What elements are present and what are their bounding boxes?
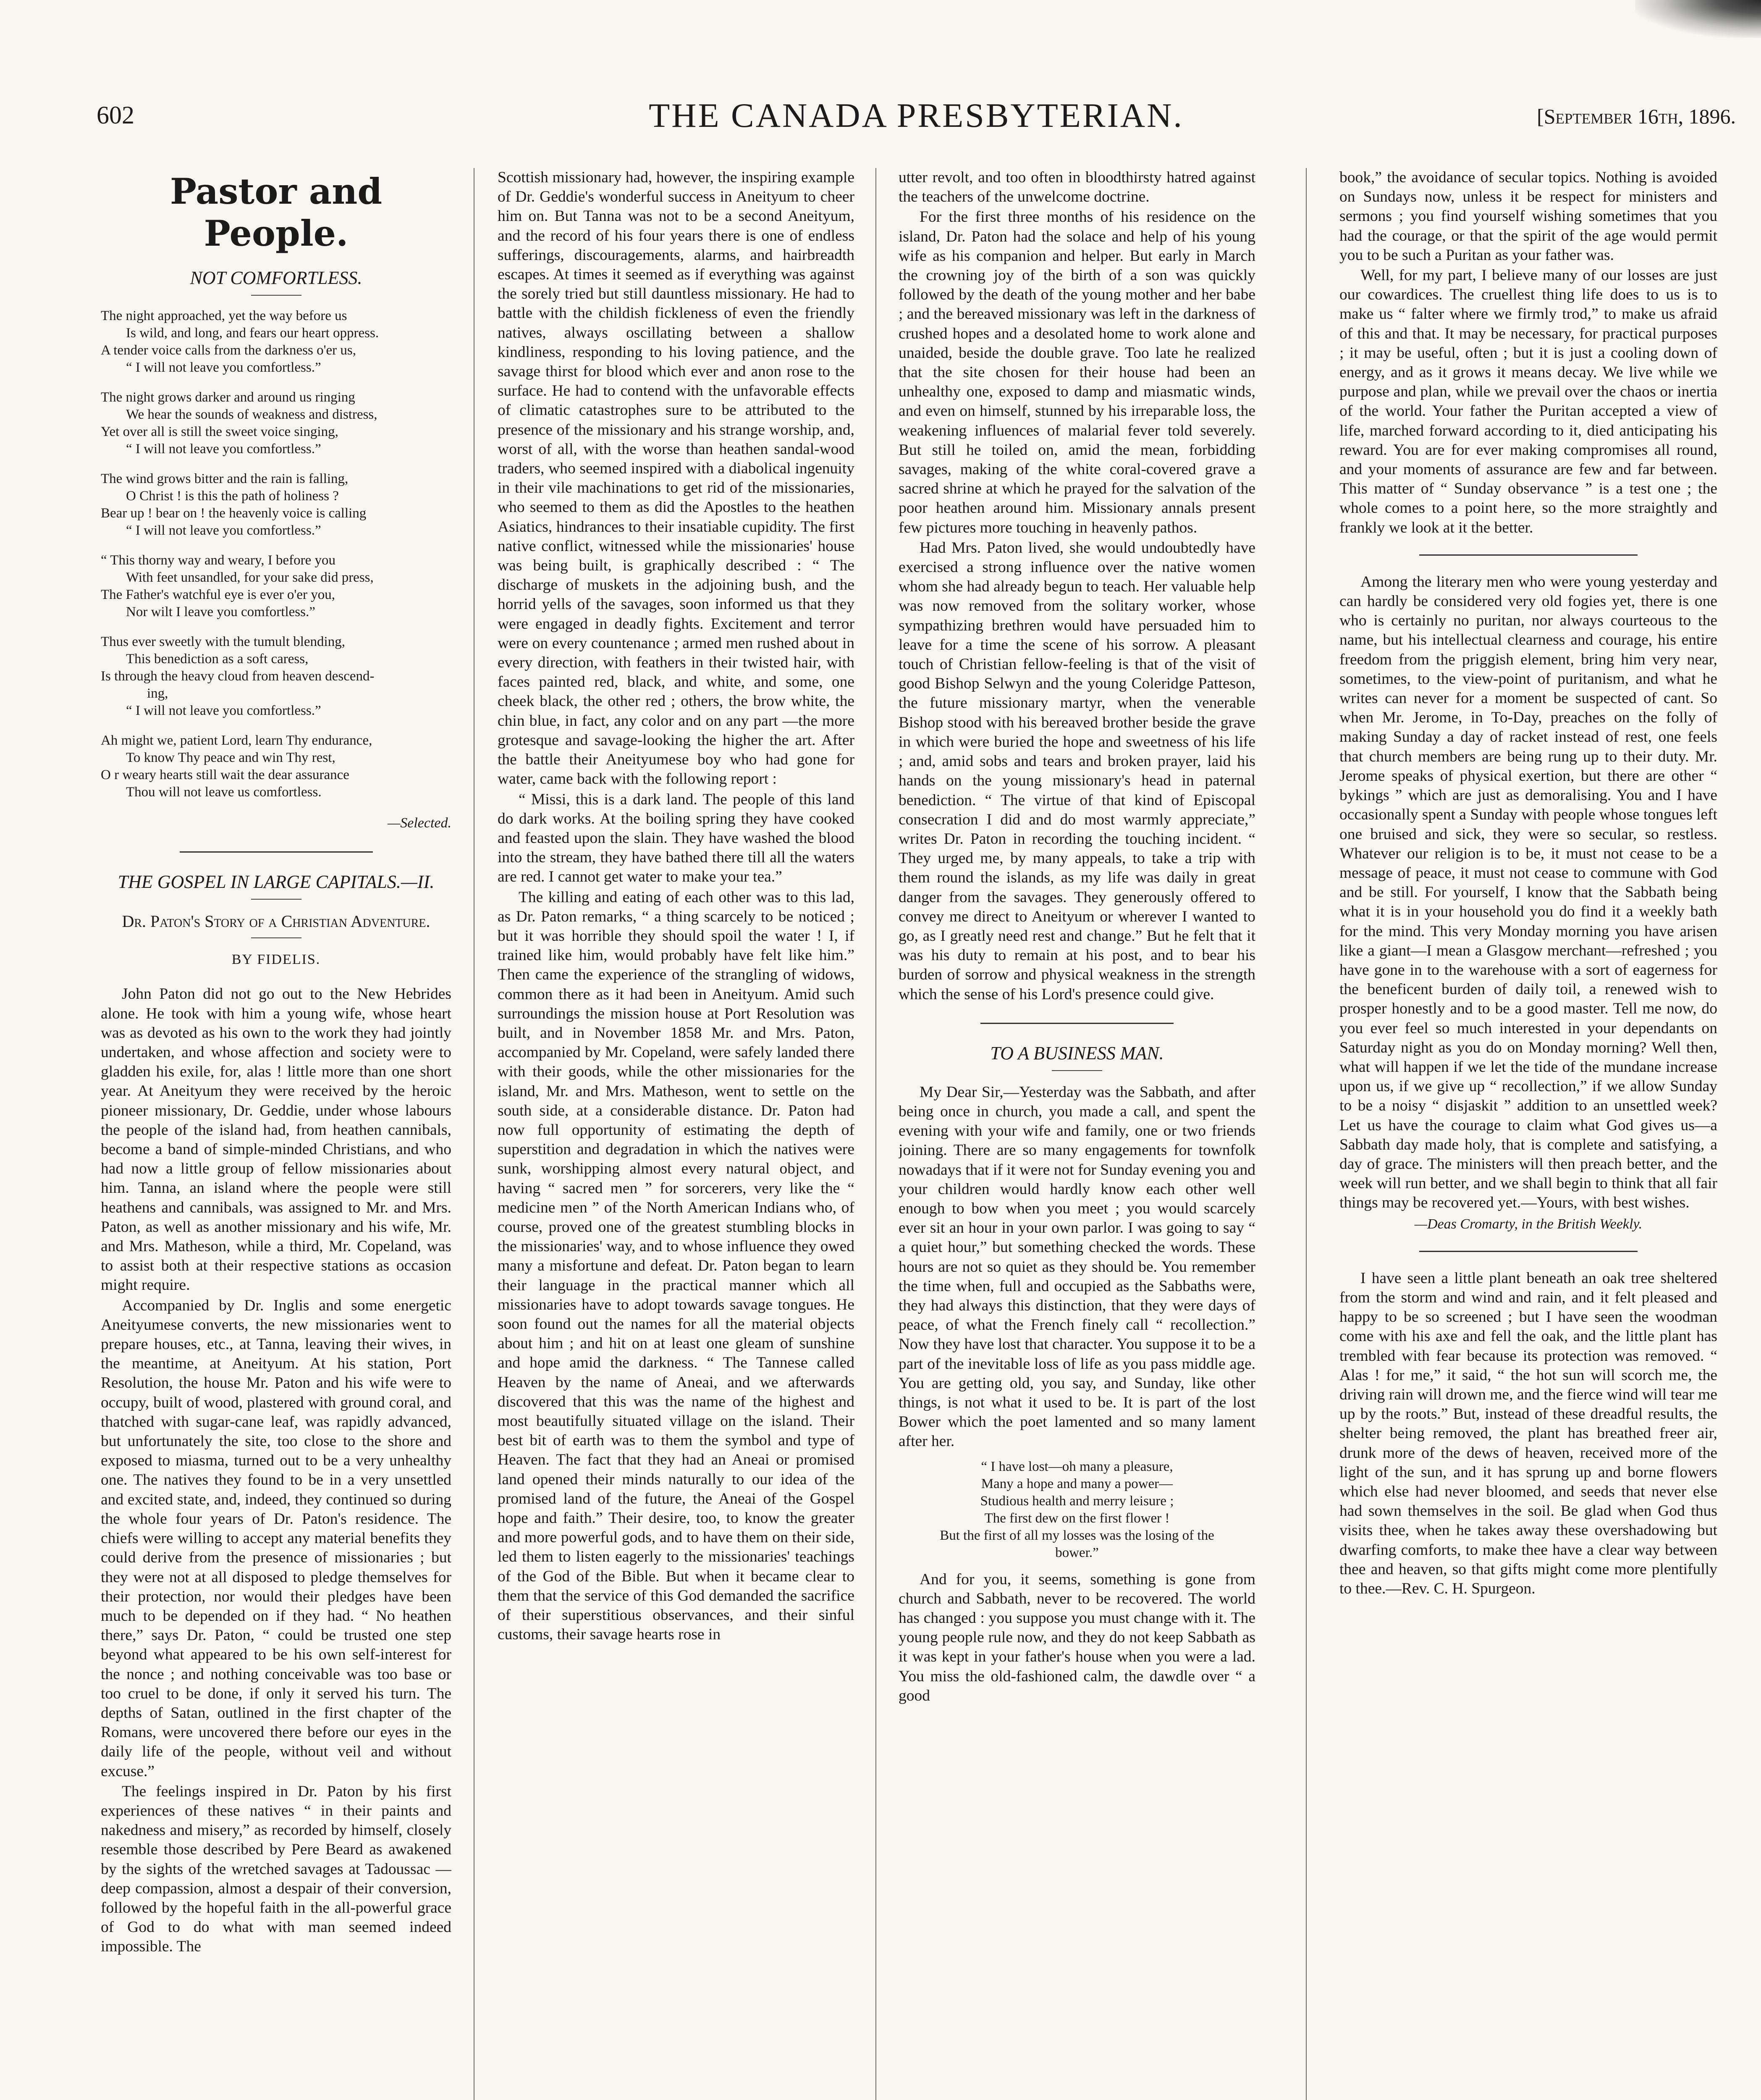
column-rule [875,168,876,2100]
verse-quote [899,1458,1255,1562]
poem-title: NOT COMFORTLESS. [190,268,362,288]
department-heading: Pastor and People. [170,171,383,254]
article-title: TO A BUSINESS MAN. [990,1042,1164,1063]
paragraph: And for you, it seems, something is gone from church and Sabbath, never to be recovered. The world has changed : you suppose you must change with it. The young people rule now, and they do not keep Sabbath as it was kept in your father's house when you were a lad. You miss the old-fashioned calm, the dawdle over “ a good [899,1570,1255,1704]
paragraph: “ Missi, this is a dark land. The people of this land do dark works. At the boiling spring they have cooked and feasted upon the slain. They have washed the blood into the stream, they have bathed there till all the waters are red. I cannot get water to make your tea.” [498,790,854,886]
column-4 [1339,168,1717,2100]
poem-line: Is wild, and long, and fears our heart oppress. [126,326,379,341]
poem-line: Thus ever sweetly with the tumult blending, [101,634,345,649]
poem-line: Is through the heavy cloud from heaven descend- [101,669,375,684]
poem-line: The Father's watchful eye is ever o'er you, [101,587,335,602]
poem-line: O Christ ! is this the path of holiness ? [126,488,339,504]
column-3 [899,168,1255,2100]
poem-line: This benediction as a soft caress, [126,651,309,667]
divider [251,295,301,296]
byline: BY FIDELIS. [231,952,321,968]
divider [251,937,301,938]
poem-line: Bear up ! bear on ! the heavenly voice is calling [101,506,367,521]
scan-corner-stain [1635,0,1761,38]
paragraph: John Paton did not go out to the New Hebrides alone. He took with him a young wife, whose heart was as devoted as his own to the work they had jointly undertaken, and whose affection and society were to gladden his exile, for, alas ! little more than one short year. At Aneityum they were received by the heroic pioneer missionary, Dr. Geddie, under whose labours the people of the island had, from heathen cannibals, become a band of simple-minded Christians, and who had now a little group of fellow missionaries about him. Tanna, an island where the people were still heathens and cannibals, was assigned to Mr. and Mrs. Paton, as well as another missionary and his wife, Mr. and Mrs. Matheson, while a third, Mr. Copeland, was to assist both at their respective stations as occasion might require. [101,985,451,1294]
poem-line: O r weary hearts still wait the dear assurance [101,767,349,782]
quote-line: “ I have lost—oh many a pleasure, [981,1459,1173,1474]
poem-credit: —Selected. [388,815,451,831]
poem-line: A tender voice calls from the darkness o'er us, [101,343,356,358]
page-header [97,92,1736,151]
paragraph: utter revolt, and too often in bloodthirsty hatred against the teachers of the unwelcome doctrine. [899,169,1255,206]
poem-line: Ah might we, patient Lord, learn Thy endurance, [101,733,372,748]
divider [1419,1251,1638,1252]
divider [251,899,301,900]
masthead: THE CANADA PRESBYTERIAN. [649,96,1184,134]
quote-line: The first dew on the first flower ! [984,1510,1170,1526]
letter-paragraph: My Dear Sir,—Yesterday was the Sabbath, and after being once in church, you made a call, and spent the evening with your wife and family, one or two friends joining. There are so many engagements for townfolk nowadays that if it were not for Sunday evening you and your children would hardly know each other well enough to bow when you meet ; you would scarcely ever sit an hour in your own parlor. I was going to say “ a quiet hour,” but something checked the words. These hours are not so quiet as they should be. You remember the time when, full and occupied as the Sabbaths were, they had always this distinction, that they were days of peace, of what the French finely call “ recollection.” Now they have lost that character. You suppose it to be a part of the inevitable loss of life as you pass middle age. You are getting old, you say, and Sunday, like other things, is not what it used to be. It is part of the lost Bower which the poet lamented and so many lament after her. [899,1083,1255,1450]
column-rule [1306,168,1307,2100]
article-title: THE GOSPEL IN LARGE CAPITALS.—II. [118,872,435,892]
divider [180,851,373,853]
paragraph: Accompanied by Dr. Inglis and some energetic Aneityumese converts, the new missionaries went to prepare houses, etc., at Tanna, leaving their wives, in the meantime, at Aneityum. At his station, Port Resolution, the house Mr. Paton and his wife were to occupy, built of wood, plastered with ground coral, and thatched with sugar-cane leaf, was rapidly advanced, but unfortunately the site, too close to the shore and exposed to miasma, turned out to be a very unhealthy one. The natives they found to be in a very unsettled and excited state, and, indeed, they continued so during the whole four years of Dr. Paton's residence. The chiefs were willing to accept any material benefits they could derive from the presence of missionaries ; but they were not at all disposed to pledge themselves for their protection, nor would their pledges have been much to be depended on if they had. “ No heathen there,” says Dr. Paton, “ could be trusted one step beyond what appeared to be his own self-interest for the nonce ; and nothing conceivable was too base or too cruel to be done, if only it served his turn. The depths of Satan, outlined in the first chapter of the Romans, were uncovered there before our eyes in the daily life of the people, without veil and without excuse.” [101,1297,451,1780]
column-2 [498,168,854,2100]
article-subtitle: Dr. Paton's Story of a Christian Adventure. [122,912,430,931]
divider [1419,554,1638,556]
quote-line: Studious health and merry leisure ; [980,1493,1174,1509]
column-1 [101,168,451,2100]
quote-line: But the first of all my losses was the losing of the [940,1528,1214,1543]
paragraph: Among the literary men who were young yesterday and can hardly be considered very old fogies yet, there is one who is certainly no puritan, nor always courteous to the name, but his intellectual clearness and courage, his entire freedom from the priggish element, bring him very near, sometimes, to the view-point of puritanism, and what he writes can never for a moment be suspected of cant. So when Mr. Jerome, in To-Day, preaches on the folly of making Sunday a day of racket instead of rest, one feels that church members are being rung up to their duty. Mr. Jerome speaks of physical exertion, but there are other “ bykings ” which are just as demoralising. You and I have occasionally spent a Sunday with people whose tongues left one bruised and sick, they were so secular, so restless. Whatever our religion is to be, it must not cease to be a message of peace, it must not cease to commune with God and be still. For yourself, I know that the Sabbath being what it is in your household you do find it a weekly bath for the mind. This very Monday morning you have arisen like a giant—I mean a Glasgow merchant—refreshed ; you have gone in to the warehouse with a sort of eagerness for the beneficent burden of daily toil, a renewed wish to prosper honestly and to be a good master. Tell me now, do you ever feel so much interested in your dependants on Saturday night as you do on Monday morning? Well then, what will happen if we let the tide of the mundane increase upon us, if we give up “ recollection,” if we allow Sunday to be a noisy “ disjaskit ” addition to an unsettled week? Let us have the courage to claim what God gives us—a Sabbath day made holy, that is complete and satisfying, a day of grace. The ministers will then preach better, and the week will run better, and we shall begin to think that all fair things may be recovered yet.—Yours, with best wishes. [1339,573,1717,1212]
poem-line: “ I will not leave you comfortless.” [126,441,321,457]
paragraph: The killing and eating of each other was to this lad, as Dr. Paton remarks, “ a thing scarcely to be noticed ; but it was horrible they should spoil the water ! I, if trained like him, would probably have felt like him.” Then came the experience of the strangling of widows, common there as it had been in Aneityum. Amid such surroundings the mission house at Port Resolution was built, and in November 1858 Mr. and Mrs. Paton, accompanied by Mr. Copeland, were safely landed there with their goods, while the other missionaries for the island, Mr. and Mrs. Matheson, went to settle on the south side, at a considerable distance. Dr. Paton had now full opportunity of estimating the depth of superstition and degradation in which the natives were sunk, worshipping almost every natural object, and having “ sacred men ” for sorcerers, very like the “ medicine men ” of the North American Indians who, of course, proved one of the greatest stumbling blocks in the missionaries' way, and to whose influence they owed many a misfortune and defeat. Dr. Paton began to learn their language in the practical manner which all missionaries have to adopt towards savage tongues. He soon found out the names for all the material objects about him ; and hit on at least one gleam of sunshine and hope amid the darkness. “ The Tannese called Heaven by the name of Aneai, and we afterwards discovered that this was the name of the highest and most beautifully situated village on the island. Their best bit of earth was to them the symbol and type of Heaven. The fact that they had an Aneai or promised land opened their minds naturally to our idea of the promised land of the future, the Aneai of the Gospel hope and faith.” Their desire, too, to know the greater and more powerful gods, and to have them on their side, led them to listen eagerly to the missionaries' teachings of the God of the Bible. But when it became clear to them that the service of this God demanded the sacrifice of their superstitious observances, and their sinful customs, their savage hearts rose in [498,888,854,1643]
divider [1052,1070,1102,1071]
issue-date: [September 16th, 1896. [1537,105,1736,128]
poem-line: Thou will not leave us comfortless. [126,785,322,800]
paragraph: The feelings inspired in Dr. Paton by his first experiences of these natives “ in their paints and nakedness and misery,” as recorded by himself, closely resemble those described by Pere Beard as awakened by the sights of the wretched savages at Tadoussac —deep compassion, almost a despair of their conversion, followed by the hopeful faith in the all-powerful grace of God to do what with man seemed indeed impossible. The [101,1782,451,1956]
signature: —Deas Cromarty, in the British Weekly. [1414,1216,1643,1232]
paragraph: Scottish missionary had, however, the inspiring example of Dr. Geddie's wonderful success in Aneityum to cheer him on. But Tanna was not to be a second Aneityum, and the record of his four years there is one of endless sufferings, discouragements, alarms, and hairbreadth escapes. At times it seemed as if everything was against the sorely tried but still dauntless missionary. He had to battle with the childish fickleness of even the friendly natives, always oscillating between a shallow kindliness, responding to his loving patience, and the savage thirst for blood which ever and anon rose to the surface. He had to contend with the unfavorable effects of climatic catastrophes sure to be attributed to the presence of the missionary and his strange worship, and, worst of all, with the worse than heathen sandal-wood traders, who seemed inspired with a diabolical ingenuity in their vile machinations to get rid of the missionaries, who seemed to them as did the Apostles to the heathen Asiatics, hindrances to their insatiable cupidity. The first native conflict, witnessed while the missionaries' house was being built, is graphically described : “ The discharge of muskets in the adjoining bush, and the horrid yells of the savages, soon informed us that they were engaged in deadly fights. Excitement and terror were on every countenance ; armed men rushed about in every direction, with feathers in their twisted hair, with faces painted red, black, and white, and some, one cheek black, the other red ; others, the brow white, the chin blue, in fact, any color and on any part —the more grotesque and savage-looking the higher the art. After the battle their Aneityumese boy who had gone for water, came back with the following report : [498,169,854,788]
poem-line: Nor wilt I leave you comfortless.” [126,604,315,620]
poem-line: With feet unsandled, for your sake did press, [126,570,374,585]
poem-line: “ I will not leave you comfortless.” [126,360,321,375]
poem [101,307,451,801]
divider [980,1023,1174,1024]
poem-line: The night approached, yet the way before us [101,308,347,323]
quote-line: bower.” [1055,1545,1099,1560]
poem-line: “ I will not leave you comfortless.” [126,703,321,718]
paragraph: book,” the avoidance of secular topics. Nothing is avoided on Sundays now, unless it be respect for ministers and sermons ; you find yourself wishing sometimes that you had the courage, or that the spirit of the age would permit you to be such a Puritan as your father was. [1339,169,1717,264]
poem-line: ing, [147,686,168,701]
paragraph: I have seen a little plant beneath an oak tree sheltered from the storm and wind and rain, and it felt pleased and happy to be so screened ; but I have seen the woodman come with his axe and fell the oak, and the little plant has trembled with fear because its protection was removed. “ Alas ! for me,” it said, “ the hot sun will scorch me, the driving rain will drown me, and the fierce wind will tear me up by the roots.” But, instead of these dreadful results, the shelter being removed, the plant has breathed freer air, drunk more of the dews of heaven, received more of the light of the sun, and it has sprung up and borne flowers which else had never bloomed, and seeds that never else had sown themselves in the soil. Be glad when God thus visits thee, when he takes away these overshadowing but dwarfing comforts, to make thee have a clear way between thee and heaven, so that gifts might come more plentifully to thee.—Rev. C. H. Spurgeon. [1339,1269,1717,1598]
quote-line: Many a hope and many a power— [981,1476,1173,1491]
paragraph: Well, for my part, I believe many of our losses are just our cowardices. The cruellest thing life does to us is to make us “ falter where we firmly trod,” to make us afraid of this and that. It may be necessary, for practical purposes ; it may be useful, often ; but it is just a cooling down of energy, and as it grows it means decay. We live while we purpose and plan, while we prevail over the chaos or inertia of the world. Your father the Puritan accepted a view of life, marched forward according to it, died anticipating his reward. You are for ever making compromises all round, and your moments of assurance are few and far between. This matter of “ Sunday observance ” is a test one ; the whole comes to a point here, so the more straightly and frankly we look at it the better. [1339,267,1717,536]
poem-line: Yet over all is still the sweet voice singing, [101,424,338,439]
poem-line: We hear the sounds of weakness and distress, [126,407,377,422]
poem-line: To know Thy peace and win Thy rest, [126,750,335,765]
page-number: 602 [97,101,134,129]
paragraph: For the first three months of his residence on the island, Dr. Paton had the solace and help of his young wife as his companion and helper. But early in March the crowning joy of the birth of a son was quickly followed by the death of the young mother and her babe ; and the bereaved missionary was left in the darkness of crushed hopes and a desolated home to work alone and unaided, beside the double grave. Too late he realized that the site chosen for their house had been an unhealthy one, exposed to damp and miasmatic winds, and even on himself, stunned by his irreparable loss, the weakening influences of malarial fever told severely. But still he toiled on, amid the mean, forbidding savages, making of the white coral-covered grave a sacred shrine at which he prayed for the salvation of the poor heathen around him. Missionary annals present few pictures more touching in heavenly pathos. [899,208,1255,536]
paragraph: Had Mrs. Paton lived, she would undoubtedly have exercised a strong influence over the native women whom she had already begun to teach. Her valuable help was now removed from the solitary worker, whose sympathizing brethren would have persuaded him to leave for a time the scene of his sorrow. A pleasant touch of Christian fellow-feeling is that of the visit of good Bishop Selwyn and the young Coleridge Patteson, the future missionary martyr, when the venerable Bishop stood with his bereaved brother beside the grave in which were buried the hope and sweetness of his life ; and, amid sobs and tears and broken prayer, laid his hands on the young missionary's head in paternal benediction. “ The virtue of that kind of Episcopal consecration I did and do most warmly appreciate,” writes Dr. Paton in recording the touching incident. “ They urged me, by many appeals, to take a trip with them round the islands, as my life was daily in great danger from the savages. They generously offered to convey me direct to Aneityum or wherever I wanted to go, as I greatly need rest and change.” But he felt that it was his duty to remain at his post, and to bear his burden of sorrow and physical weakness in the strength which the sense of his Lord's presence could give. [899,539,1255,1003]
poem-line: The wind grows bitter and the rain is falling, [101,471,349,486]
poem-line: The night grows darker and around us ringing [101,390,355,405]
poem-line: “ This thorny way and weary, I before you [101,553,335,568]
poem-line: “ I will not leave you comfortless.” [126,523,321,538]
